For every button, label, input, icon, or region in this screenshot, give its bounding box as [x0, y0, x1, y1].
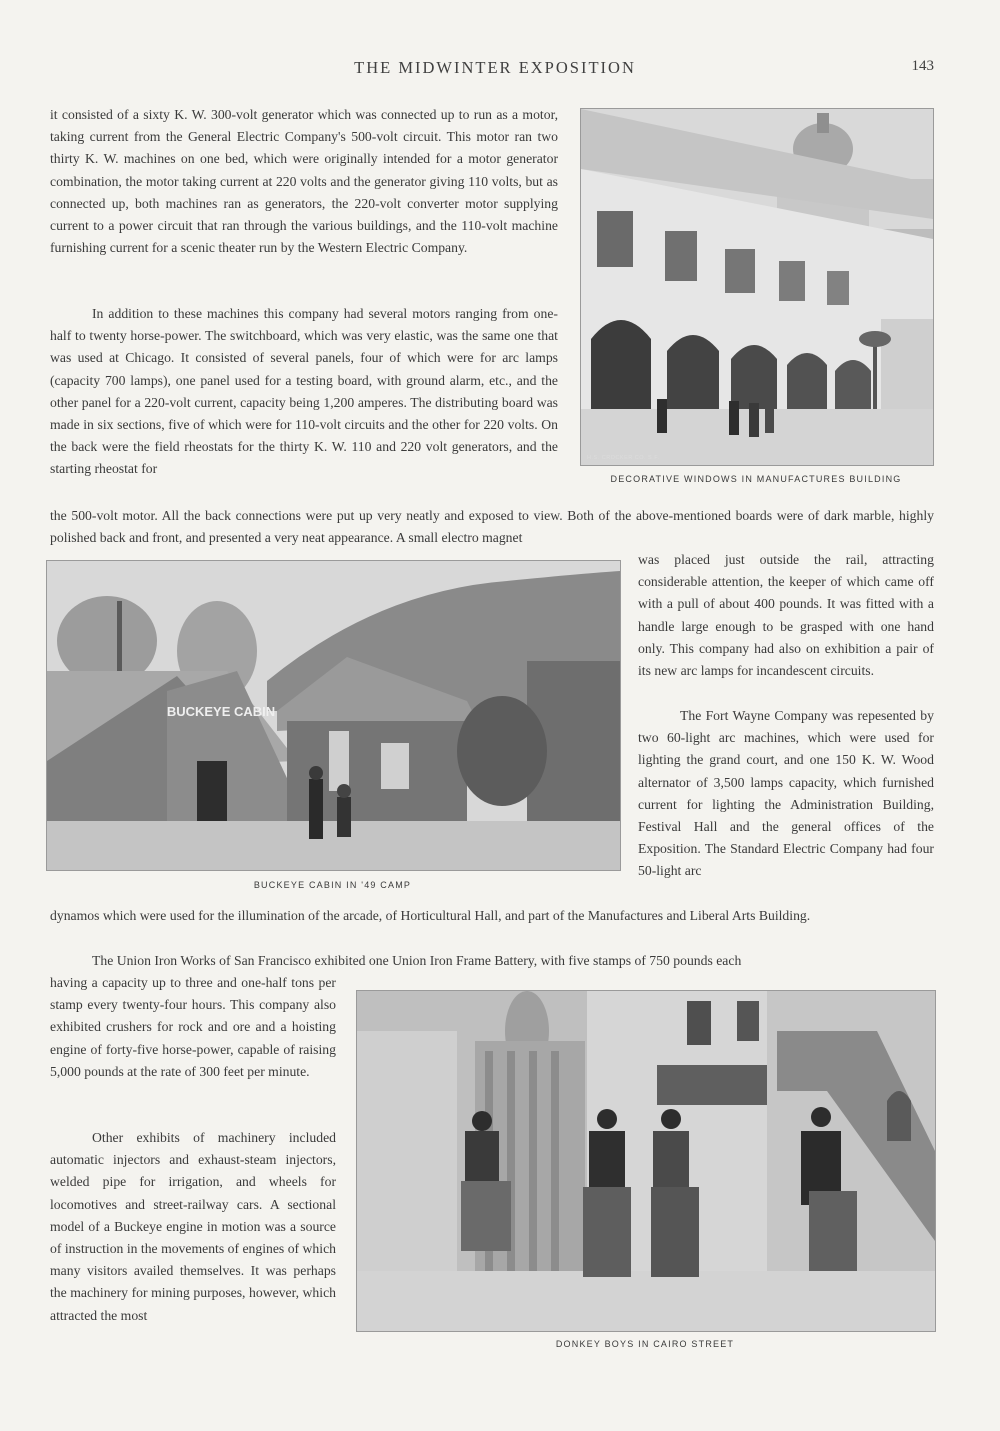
photo-credit: H.S. CROCKER CO. S.F. [587, 455, 660, 461]
paragraph-electro-magnet: was placed just outside the rail, attracting considerable attention, the keeper of which came off with a pull of about 400 pounds. It was fitted with a handle large enough to be grasped with one hand only. This company had also on exhibition a pair of its new arc lamps for incandescent circuits. [638, 552, 934, 679]
caption-cairo-street: DONKEY BOYS IN CAIRO STREET [555, 1339, 735, 1349]
paragraph-switchboard: In addition to these machines this company had several motors ranging from one-half to twenty horse-power. The switchboard, which was very elastic, was the same one that was used at Chicago. It consisted of several panels, four of which were for arc lamps (capacity 700 lamps), one panel used for a testing board, with ground alarm, etc., and the other panel for a 220-volt current, capacity being 1,200 amperes. The distributing board was made in six sections, five of which were for 110-volt circuits and the other for 220 volts. On the back were the field rheostats for the thirty K. W. 110 and 220 volt generators, and the starting rheostat for [50, 306, 558, 477]
paragraph-union-iron-works-continued: having a capacity up to three and one-half tons per stamp every twenty-four hours. This company also exhibited crushers for rock and ore and a hoisting engine of forty-five horse-power, capable of raising 5,000 pounds at the rate of 300 feet per minute. [50, 975, 336, 1079]
caption-buckeye-cabin: BUCKEYE CABIN IN '49 CAMP [253, 880, 412, 890]
page-header [0, 58, 1000, 80]
photo-manufactures-building [580, 108, 934, 466]
paragraph-other-exhibits: Other exhibits of machinery included automatic injectors and exhaust-steam injectors, welded pipe for irrigation, and wheels for locomotives and street-railway cars. A sectional model of a Buckeye engine in motion was a source of instruction in the movements of engines of which many visitors availed themselves. It was perhaps the machinery for mining purposes, however, which attracted the most [50, 1130, 336, 1323]
paragraph-fort-wayne: The Fort Wayne Company was repesented by two 60-light arc machines, which were used for lighting the grand court, and one 150 K. W. Wood alternator of 3,500 lamps capacity, which furnished current for lighting the Administration Building, Festival Hall and the general offices of the Exposition. The Standard Electric Company had four 50-light arc [638, 708, 934, 879]
paragraph-generator: it consisted of a sixty K. W. 300-volt generator which was connected up to run as a motor, taking current from the General Electric Company's 500-volt circuit. This motor ran two thirty K. W. machines on one bed, which were originally intended for a motor generator combination, the motor taking current at 220 volts and the generator giving 110 volts, but as connected up, both machines ran as generators, the 220-volt converter motor supplying current to a power circuit that ran through the various buildings, and the 110-volt machine furnishing current for a scenic theater run by the Western Electric Company. [50, 107, 558, 256]
buckeye-cabin-sign: BUCKEYE CABIN [166, 704, 276, 719]
paragraph-union-iron-works: The Union Iron Works of San Francisco exhibited one Union Iron Frame Battery, with five stamps of 750 pounds each [92, 953, 742, 968]
paragraph-switchboard-continued: the 500-volt motor. All the back connections were put up very neatly and exposed to view. Both of the above-mentioned boards were of dark marble, highly polished back and front, and presented a very neat appearance. A small electro magnet [50, 508, 934, 546]
photo-cairo-street [356, 990, 936, 1332]
page-number: 143 [911, 58, 934, 74]
caption-manufactures: DECORATIVE WINDOWS IN MANUFACTURES BUILDING [610, 474, 902, 484]
paragraph-standard-electric-continued: dynamos which were used for the illumination of the arcade, of Horticultural Hall, and part of the Manufactures and Liberal Arts Building. [50, 908, 811, 923]
running-title: THE MIDWINTER EXPOSITION [354, 58, 636, 77]
photo-buckeye-cabin [46, 560, 621, 871]
